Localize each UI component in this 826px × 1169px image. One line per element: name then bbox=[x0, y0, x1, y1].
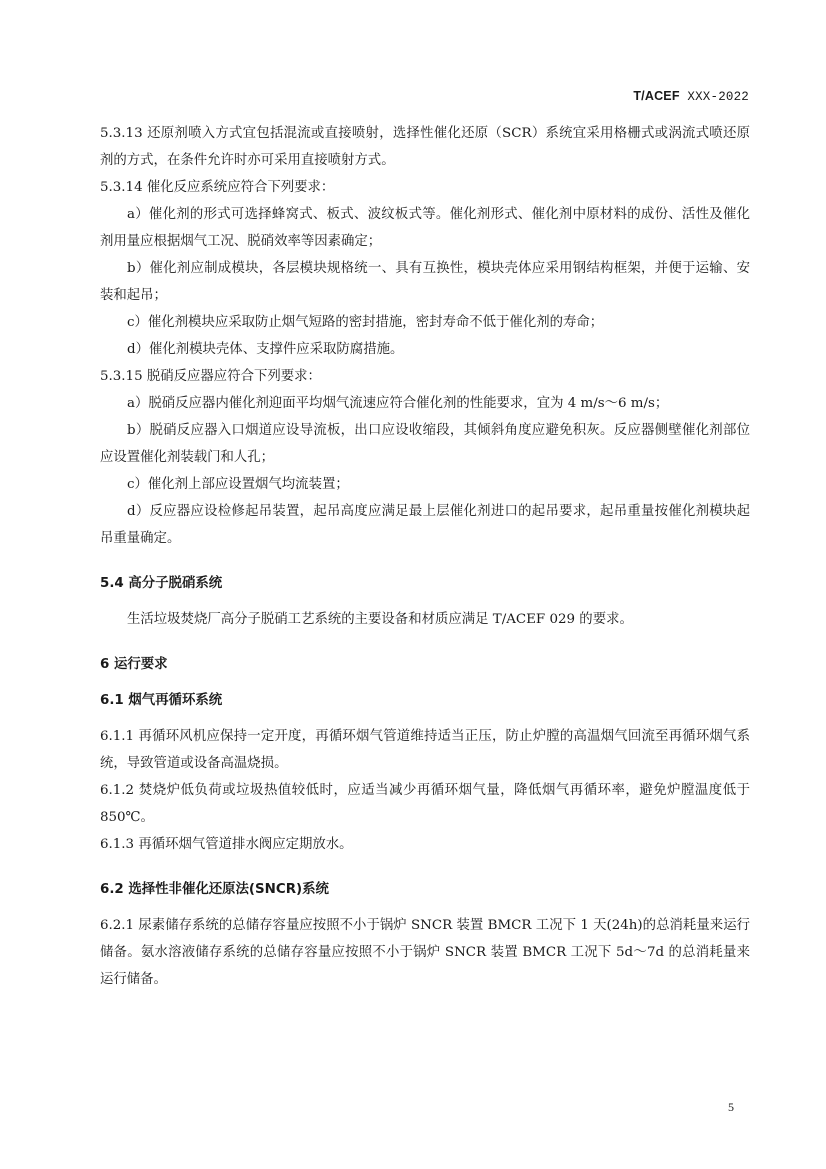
clause-5-3-14-c: c）催化剂模块应采取防止烟气短路的密封措施，密封寿命不低于催化剂的寿命； bbox=[127, 315, 604, 330]
document-body bbox=[100, 120, 750, 993]
clause-6-1-1: 6.1.1 再循环风机应保持一定开度，再循环烟气管道维持适当正压，防止炉膛的高温烟气回流至再循环烟气系统，导致管道或设备高温烧损。 bbox=[100, 729, 750, 771]
clause-5-3-15-b: b）脱硝反应器入口烟道应设导流板，出口应设收缩段，其倾斜角度应避免积灰。反应器侧壁催化剂部位应设置催化剂装载门和人孔； bbox=[100, 423, 750, 465]
clause-5-3-15-d: d）反应器应设检修起吊装置，起吊高度应满足最上层催化剂进口的起吊要求，起吊重量按催化剂模块起吊重量确定。 bbox=[100, 504, 750, 546]
clause-6-1-3: 6.1.3 再循环烟气管道排水阀应定期放水。 bbox=[100, 837, 353, 852]
section-heading-5-4: 5.4 高分子脱硝系统 bbox=[100, 576, 223, 591]
clause-5-3-14: 5.3.14 催化反应系统应符合下列要求： bbox=[100, 180, 335, 195]
clause-5-3-13: 5.3.13 还原剂喷入方式宜包括混流或直接喷射，选择性催化还原（SCR）系统宜采用格栅式或涡流式喷还原剂的方式，在条件允许时亦可采用直接喷射方式。 bbox=[100, 126, 750, 168]
standard-code-prefix: T/ACEF bbox=[633, 89, 680, 103]
clause-5-3-15: 5.3.15 脱硝反应器应符合下列要求： bbox=[100, 369, 321, 384]
section-heading-6: 6 运行要求 bbox=[100, 657, 168, 672]
clause-5-4: 生活垃圾焚烧厂高分子脱硝工艺系统的主要设备和材质应满足 T/ACEF 029 的要求。 bbox=[127, 612, 633, 627]
clause-6-1-2: 6.1.2 焚烧炉低负荷或垃圾热值较低时，应适当减少再循环烟气量，降低烟气再循环率，避免炉膛温度低于 850℃。 bbox=[100, 783, 750, 825]
section-heading-6-1: 6.1 烟气再循环系统 bbox=[100, 693, 223, 708]
clause-5-3-14-d: d）催化剂模块壳体、支撑件应采取防腐措施。 bbox=[127, 342, 404, 357]
clause-5-3-15-a: a）脱硝反应器内催化剂迎面平均烟气流速应符合催化剂的性能要求，宜为 4 m/s～6 m/s； bbox=[127, 396, 669, 411]
clause-6-2-1: 6.2.1 尿素储存系统的总储存容量应按照不小于锅炉 SNCR 装置 BMCR 工况下 1 天(24h)的总消耗量来运行储备。氨水溶液储存系统的总储存容量应按照不小于锅炉 SNCR 装置 BMCR 工况下 5d～7d 的总消耗量来运行储备。 bbox=[100, 918, 750, 987]
clause-5-3-14-a: a）催化剂的形式可选择蜂窝式、板式、波纹板式等。催化剂形式、催化剂中原材料的成份、活性及催化剂用量应根据烟气工况、脱硝效率等因素确定； bbox=[100, 207, 750, 249]
page-number: 5 bbox=[728, 1100, 734, 1114]
clause-5-3-14-b: b）催化剂应制成模块，各层模块规格统一、具有互换性，模块壳体应采用钢结构框架，并便于运输、安装和起吊； bbox=[100, 261, 750, 303]
standard-code bbox=[633, 89, 749, 104]
section-heading-6-2: 6.2 选择性非催化还原法(SNCR)系统 bbox=[100, 882, 329, 897]
standard-code-number: XXX-2022 bbox=[679, 90, 749, 104]
clause-5-3-15-c: c）催化剂上部应设置烟气均流装置； bbox=[127, 477, 349, 492]
